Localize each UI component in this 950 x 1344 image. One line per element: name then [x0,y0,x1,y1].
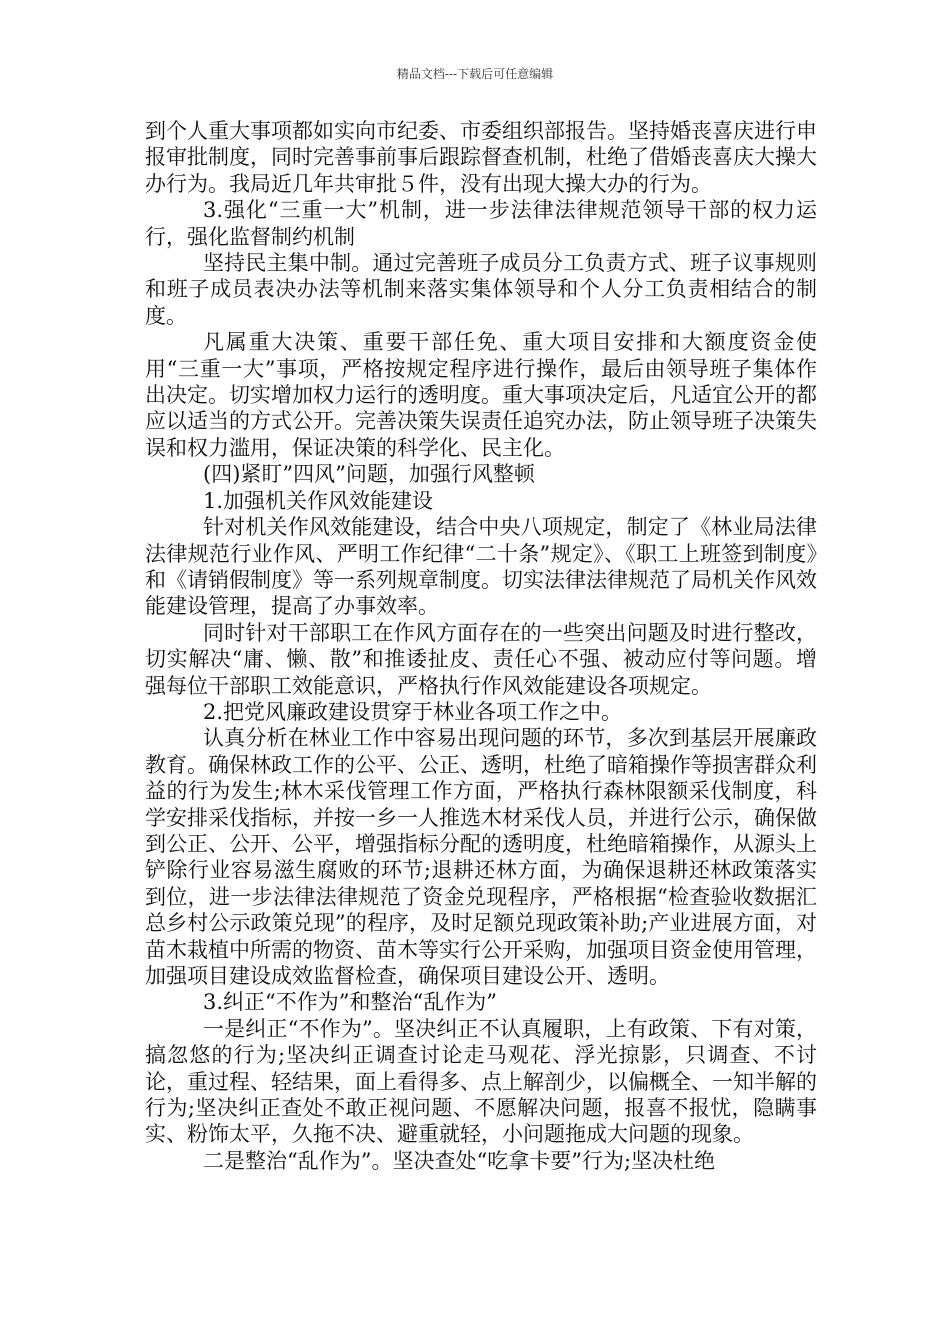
paragraph: 同时针对干部职工在作风方面存在的一些突出问题及时进行整改，切实解决“庸、懒、散”和推诿扯皮、责任心不强、被动应付等问题。增强每位干部职工效能意识，严格执行作风效能建设各项规定。 [145,620,817,698]
section-heading: (四)紧盯”四风”问题，加强行风整顿 [203,462,535,487]
page-header: 精品文档---下载后可任意编辑 [396,67,554,81]
paragraph: 凡属重大决策、重要干部任免、重大项目安排和大额度资金使用“三重一大”事项，严格按规定程序进行操作，最后由领导班子集体作出决定。切实增加权力运行的透明度。重大事项决定后，凡适宜公开的都应以适当的方式公开。完善决策失误责任追究办法，防止领导班子决策失误和权力滥用，保证决策的科学化、民主化。 [145,330,817,460]
section-heading: 1.加强机关作风效能建设 [203,488,434,513]
paragraph: 认真分析在林业工作中容易出现问题的环节，多次到基层开展廉政教育。确保林政工作的公平、公正、透明，杜绝了暗箱操作等损害群众利益的行为发生;林木采伐管理工作方面，严格执行森林限额采伐制度，科学安排采伐指标，并按一乡一人推选木材采伐人员，并进行公示，确保做到公正、公开、公平，增强指标分配的透明度，杜绝暗箱操作，从源头上铲除行业容易滋生腐败的环节;退耕还林方面，为确保退耕还林政策落实到位，进一步法律法律规范了资金兑现程序，严格根据“检查验收数据汇总乡村公示政策兑现”的程序，及时足额兑现政策补助;产业进展方面，对苗木栽植中所需的物资、苗木等实行公开采购，加强项目资金使用管理，加强项目建设成效监督检查，确保项目建设公开、透明。 [145,726,817,988]
section-heading: 3.纠正“不作为”和整治“乱作为” [203,990,497,1015]
paragraph: 二是整治“乱作为”。坚决查处“吃拿卡要”行为;坚决杜绝 [203,1148,716,1173]
paragraph: 到个人重大事项都如实向市纪委、市委组织部报告。坚持婚丧喜庆进行申报审批制度，同时完善事前事后跟踪督查机制，杜绝了借婚丧喜庆大操大办行为。我局近几年共审批５件，没有出现大操大办的行为。 [145,119,817,196]
paragraph: 针对机关作风效能建设，结合中央八项规定，制定了《林业局法律法律规范行业作风、严明工作纪律“二十条”规定》、《职工上班签到制度》和《请销假制度》等一系列规章制度。切实法律法律规范了局机关作风效能建设管理，提高了办事效率。 [145,515,817,619]
section-heading: 2.把党风廉政建设贯穿于林业各项工作之中。 [203,699,623,724]
paragraph: 坚持民主集中制。通过完善班子成员分工负责方式、班子议事规则和班子成员表决办法等机制来落实集体领导和个人分工负责相结合的制度。 [145,251,817,328]
paragraph: 一是纠正“不作为”。坚决纠正不认真履职，上有政策、下有对策，搞忽悠的行为;坚决纠正调查讨论走马观花、浮光掠影，只调查、不讨论，重过程、轻结果，面上看得多、点上解剖少，以偏概全、一知半解的行为;坚决纠正查处不敢正视问题、不愿解决问题，报喜不报忧，隐瞒事实、粉饰太平，久拖不决、避重就轻，小问题拖成大问题的现象。 [145,1016,817,1147]
document-body [145,118,817,1174]
section-heading: 3.强化“三重一大”机制，进一步法律法律规范领导干部的权力运行，强化监督制约机制 [145,198,817,249]
